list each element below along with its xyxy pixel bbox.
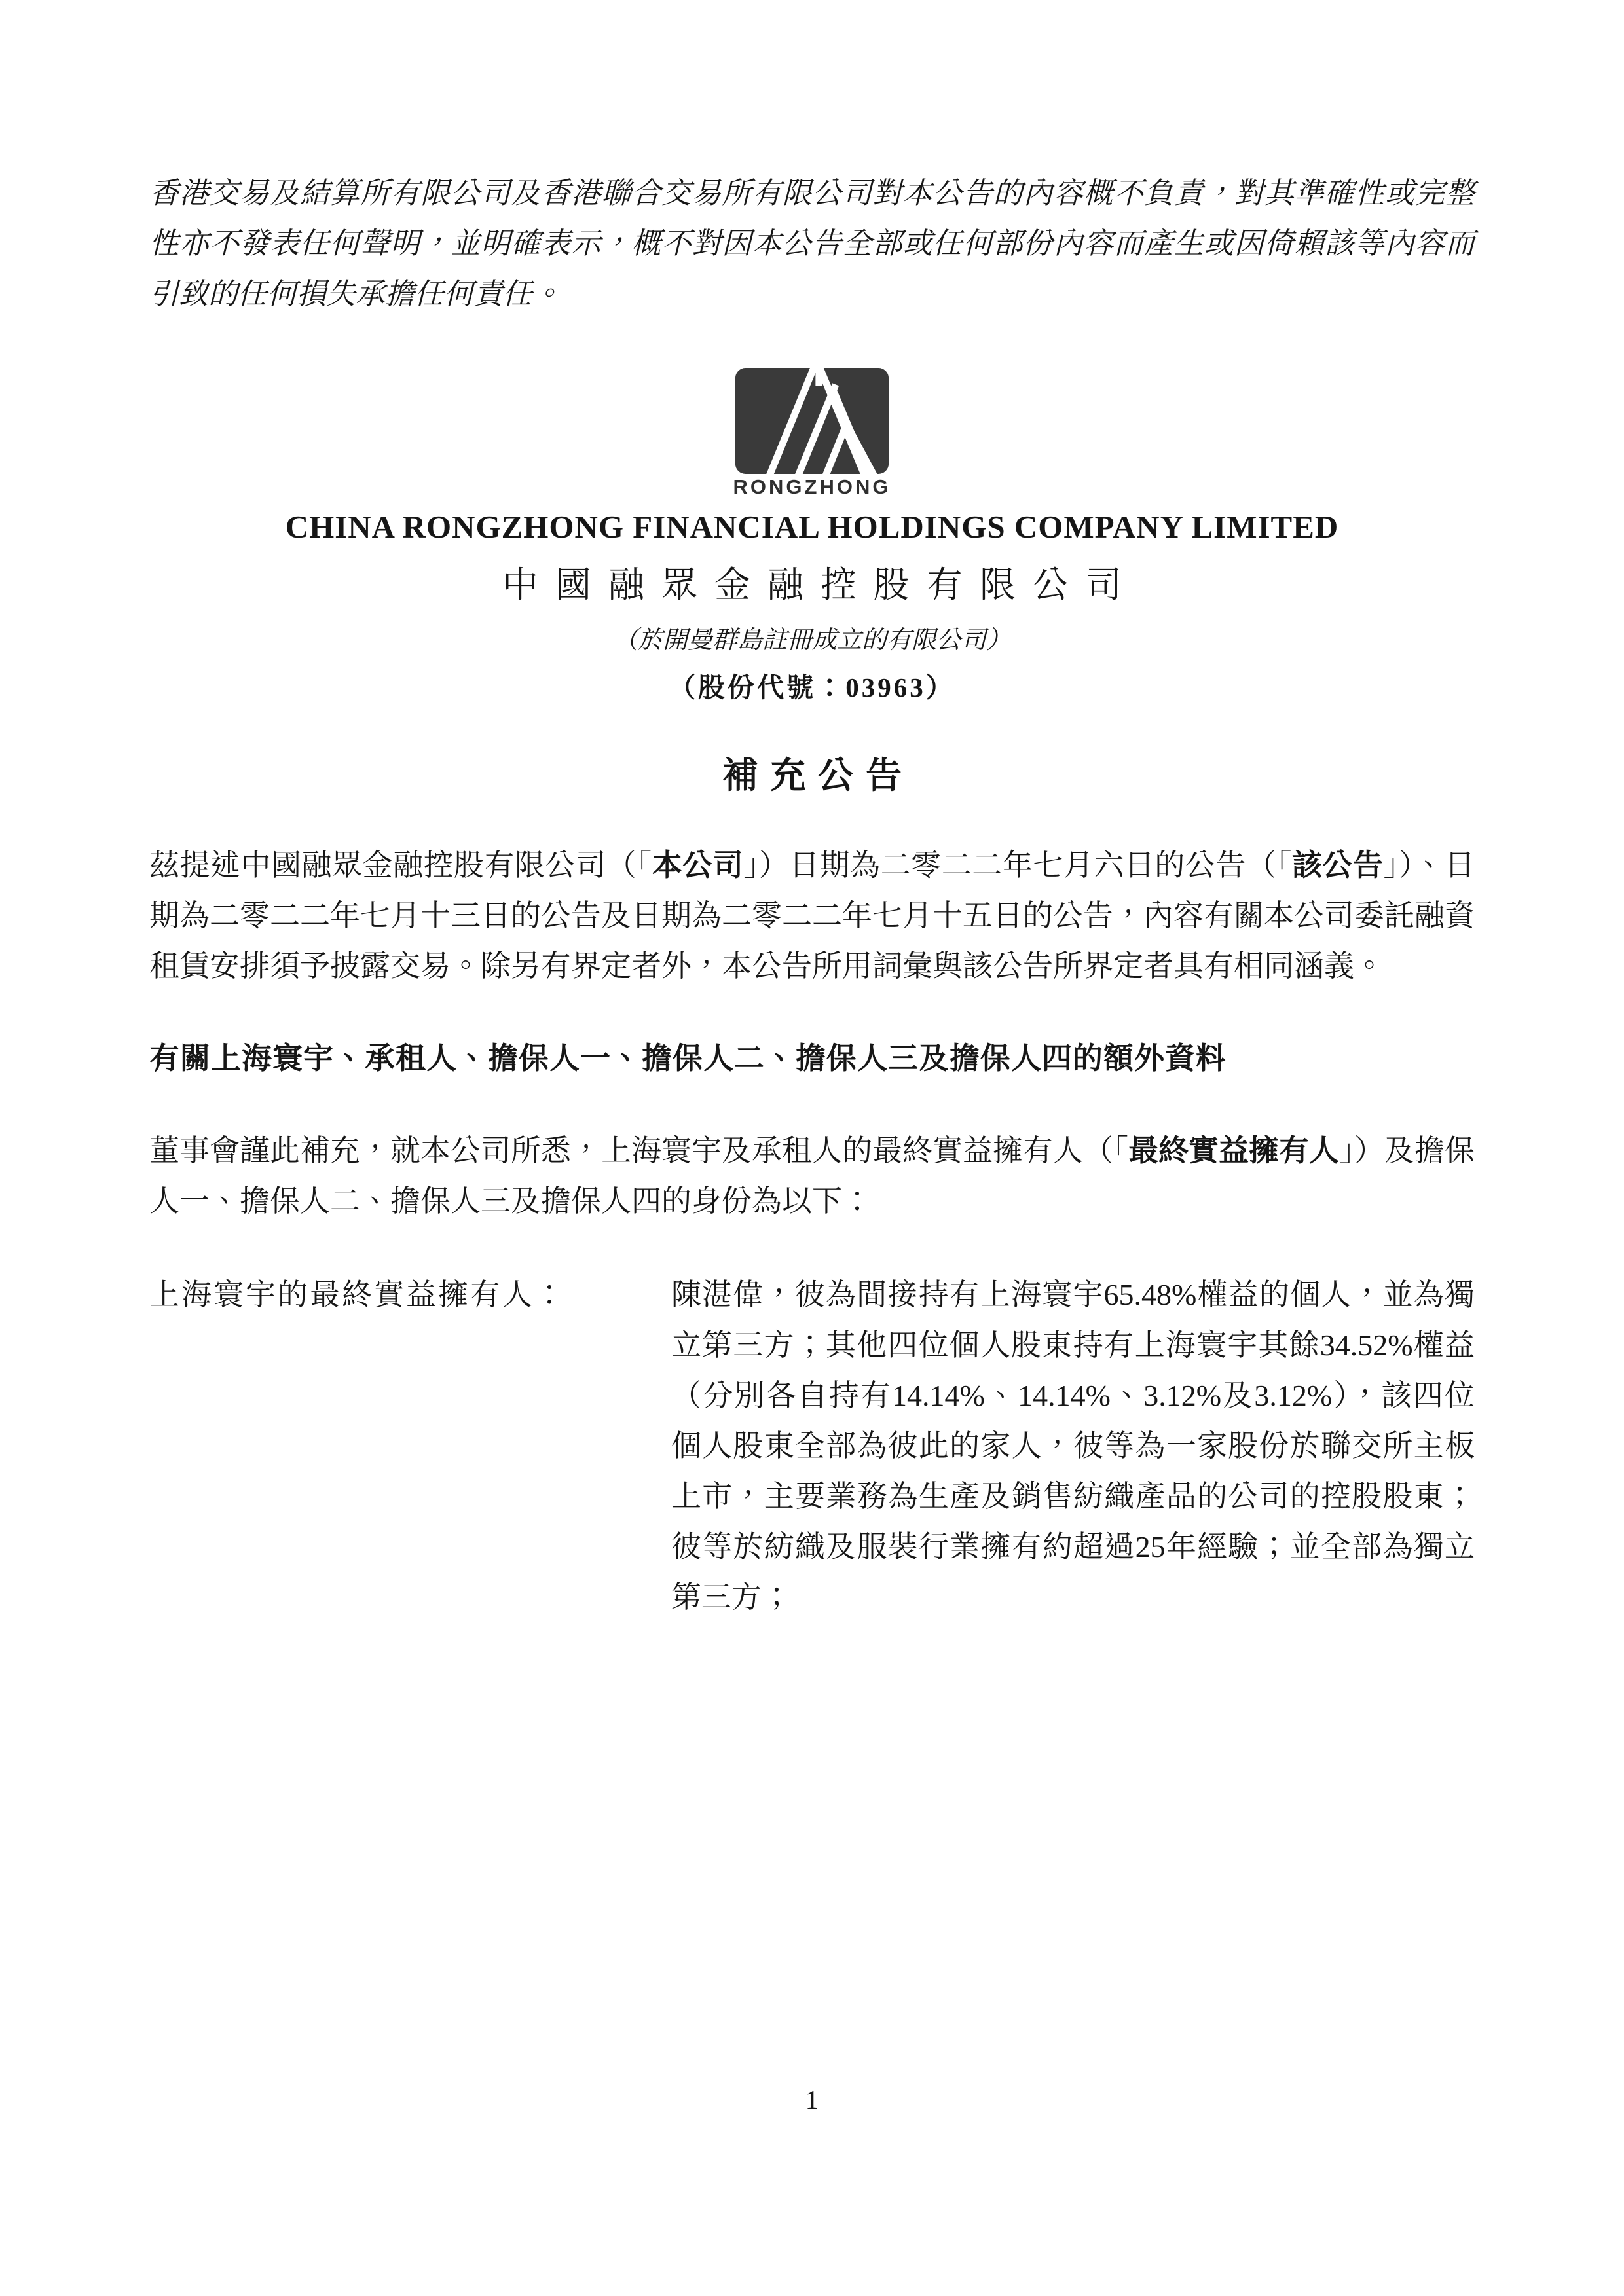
company-name-chinese: 中國融眾金融控股有限公司: [502, 565, 1139, 605]
announcement-title: 補充公告: [722, 756, 913, 795]
rongzhong-logo-icon: [735, 368, 889, 474]
exchange-disclaimer: 香港交易及結算所有限公司及香港聯合交易所有限公司對本公告的內容概不負責，對其準確性或完整性亦不發表任何聲明，並明確表示，概不對因本公告全部或任何部份內容而產生或因倚賴該等內容而引致的任何損失承擔任何責任。: [149, 177, 1475, 310]
beneficial-owner-label: 上海寰宇的最終實益擁有人：: [149, 1278, 566, 1311]
page-number: 1: [805, 2085, 819, 2115]
reference-paragraph: 茲提述中國融眾金融控股有限公司（「本公司」）日期為二零二二年七月六日的公告（「該公告」）、日期為二零二二年七月十三日的公告及日期為二零二二年七月十五日的公告，內容有關本公司委託融資租賃安排須予披露交易。除另有界定者外，本公告所用詞彙與該公告所界定者具有相同涵義。: [149, 848, 1475, 983]
logo-wordmark: RONGZHONG: [733, 475, 891, 498]
incorporation-note: （於開曼群島註冊成立的有限公司）: [612, 627, 1011, 654]
board-supplement-paragraph: 董事會謹此補充，就本公司所悉，上海寰宇及承租人的最終實益擁有人（「最終實益擁有人」）及擔保人一、擔保人二、擔保人三及擔保人四的身份為以下：: [149, 1134, 1475, 1218]
section-heading: 有關上海寰宇、承租人、擔保人一、擔保人二、擔保人三及擔保人四的額外資料: [149, 1042, 1227, 1075]
stock-code: （股份代號：03963）: [669, 672, 955, 702]
beneficial-owner-row: [149, 1269, 1475, 1622]
company-header: [149, 368, 1475, 704]
company-name-english: CHINA RONGZHONG FINANCIAL HOLDINGS COMPANY LIMITED: [285, 509, 1339, 545]
beneficial-owner-detail: 陳湛偉，彼為間接持有上海寰宇65.48%權益的個人，並為獨立第三方；其他四位個人股東持有上海寰宇其餘34.52%權益（分別各自持有14.14%、14.14%、3.12%及3.12%），該四位個人股東全部為彼此的家人，彼等為一家股份於聯交所主板上市，主要業務為生產及銷售紡織產品的公司的控股股東；彼等於紡織及服裝行業擁有約超過25年經驗；並全部為獨立第三方；: [671, 1278, 1475, 1614]
